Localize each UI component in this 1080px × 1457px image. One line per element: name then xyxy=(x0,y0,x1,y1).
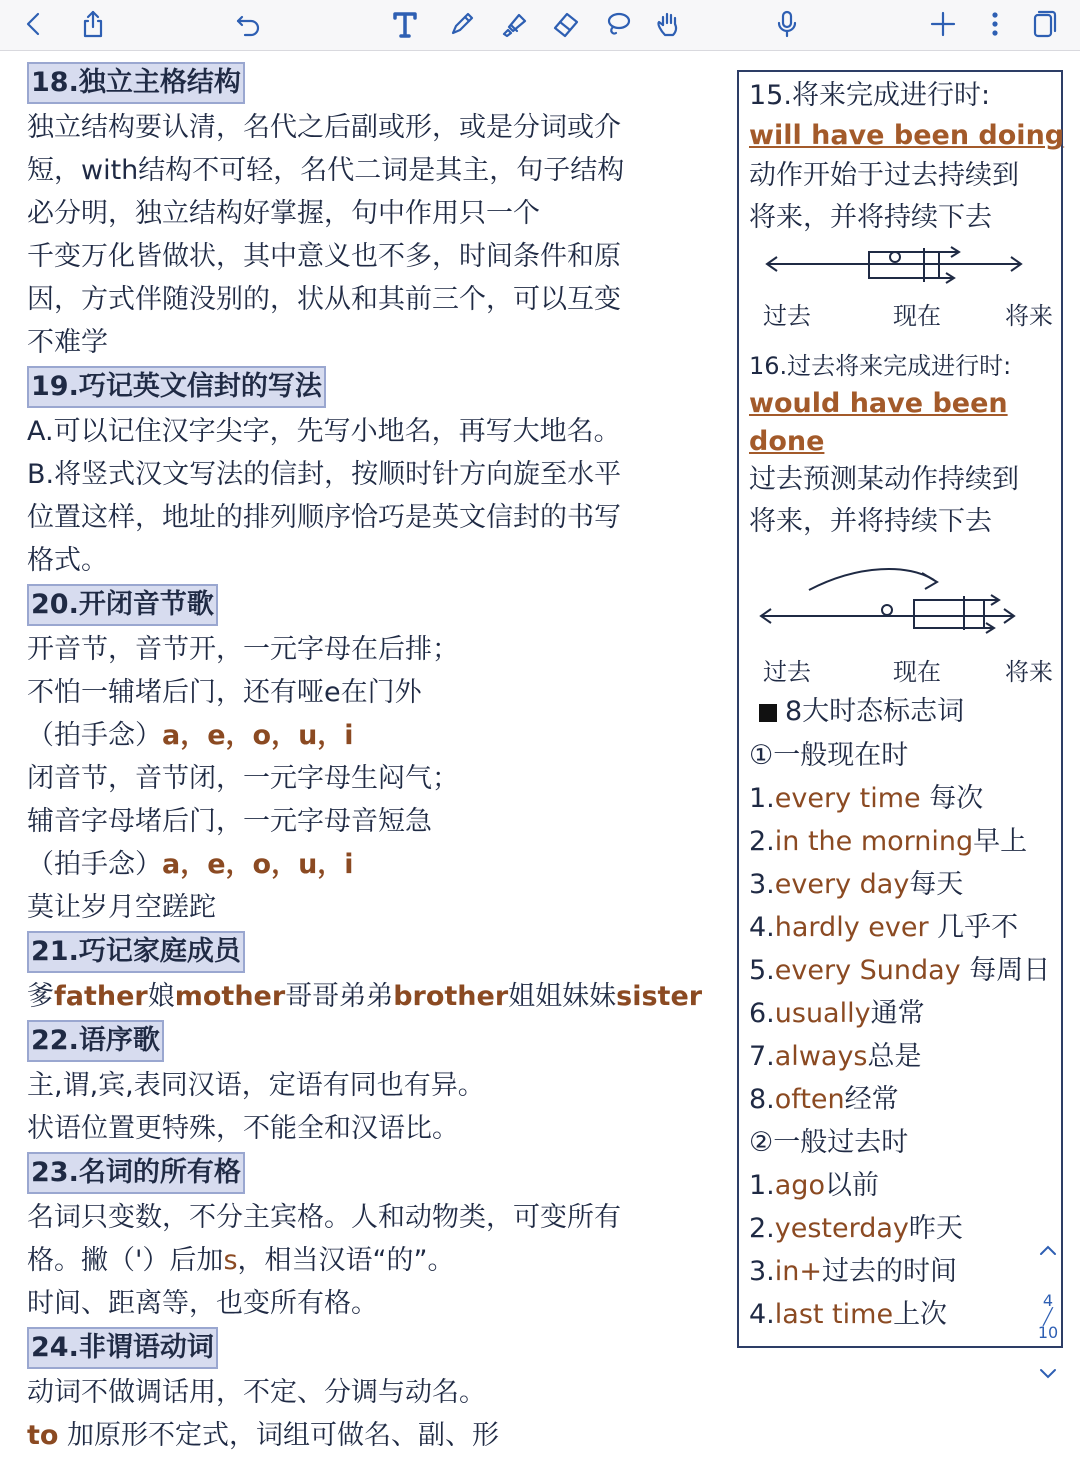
item-number: 1. xyxy=(749,783,775,814)
text-segment: ，相当汉语“的”。 xyxy=(237,1245,455,1276)
timeline-label-future: 将来 xyxy=(1005,658,1053,686)
item-chinese: 几乎不 xyxy=(928,912,1019,943)
text-segment: （拍手念） xyxy=(27,849,162,880)
item-chinese: 每天 xyxy=(909,869,964,900)
item-number: 4. xyxy=(749,912,775,943)
text-line: 独立结构要认清，名代之后副或形，或是分词或介 xyxy=(27,112,621,143)
item-chinese: 上次 xyxy=(893,1299,948,1330)
tense-16-formula: done xyxy=(749,426,825,457)
tense-15-desc: 动作开始于过去持续到 xyxy=(749,160,1019,191)
signal-word-item xyxy=(749,822,1027,862)
current-page-number: 4 xyxy=(1042,1291,1054,1310)
page-down-icon[interactable] xyxy=(1030,1364,1066,1394)
english-word: father xyxy=(54,981,148,1012)
text-line: 主,谓,宾,表同汉语，定语有同也有异。 xyxy=(27,1070,485,1101)
text-line: 千变万化皆做状，其中意义也不多，时间条件和原 xyxy=(27,241,621,272)
signal-word-item xyxy=(749,994,925,1034)
text-segment: 格。撇（'）后加 xyxy=(27,1245,224,1276)
item-number: 6. xyxy=(749,998,775,1029)
item-number: 1. xyxy=(749,1170,775,1201)
timeline-label-future: 将来 xyxy=(1005,302,1053,330)
text-line: B.将竖式汉文写法的信封，按顺时针方向旋至水平 xyxy=(27,459,622,490)
toolbar xyxy=(0,0,1080,51)
signal-word-item xyxy=(749,1166,879,1206)
item-chinese: 每次 xyxy=(920,783,984,814)
signal-word-item xyxy=(749,908,1018,948)
item-english: in+ xyxy=(774,1256,823,1287)
item-number: 2. xyxy=(749,1213,775,1244)
item-english: last time xyxy=(774,1299,894,1330)
item-english: always xyxy=(774,1041,868,1072)
item-number: 2. xyxy=(749,826,775,857)
item-english: in the morning xyxy=(774,826,974,857)
section-20-title: 20.开闭音节歌 xyxy=(27,584,218,626)
text-line: 闭音节，音节闭，一元字母生闷气； xyxy=(27,763,459,794)
mic-icon[interactable] xyxy=(767,4,807,44)
item-chinese: 每周日 xyxy=(960,955,1051,986)
text-line: 辅音字母堵后门，一元字母音短急 xyxy=(27,806,432,837)
timeline-diagram-15 xyxy=(759,242,1029,296)
text-line: 格式。 xyxy=(27,545,108,576)
text-icon[interactable] xyxy=(385,4,425,44)
hand-icon[interactable] xyxy=(648,4,688,44)
vowels-highlight: a，e，o，u，i xyxy=(162,849,354,880)
english-word: sister xyxy=(616,981,703,1012)
text-line: 名词只变数，不分主宾格。人和动物类，可变所有 xyxy=(27,1202,621,1233)
signal-words-heading xyxy=(759,692,964,732)
timeline-label-now: 现在 xyxy=(893,302,941,330)
left-column xyxy=(27,60,717,1457)
item-english: usually xyxy=(774,998,871,1029)
item-english: every day xyxy=(774,869,910,900)
item-number: 4. xyxy=(749,1299,775,1330)
text-line: 因，方式伴随没别的，状从和其前三个，可以互变 xyxy=(27,284,621,315)
pages-icon[interactable] xyxy=(1024,4,1064,44)
section-22-title: 22.语序歌 xyxy=(27,1020,164,1062)
signal-words-title: 8大时态标志词 xyxy=(785,696,965,727)
timeline-label-past: 过去 xyxy=(763,658,811,686)
more-icon[interactable] xyxy=(975,4,1015,44)
item-english: hardly ever xyxy=(774,912,929,943)
item-chinese: 通常 xyxy=(870,998,925,1029)
text-line: 不难学 xyxy=(27,327,108,358)
english-word: mother xyxy=(174,981,286,1012)
item-chinese: 昨天 xyxy=(908,1213,963,1244)
section-18-title: 18.独立主格结构 xyxy=(27,62,245,104)
item-chinese: 以前 xyxy=(824,1170,879,1201)
highlighter-icon[interactable] xyxy=(494,4,534,44)
total-pages-number: 10 xyxy=(1037,1323,1059,1342)
text-line: 短，with结构不可轻，名代二词是其主，句子结构 xyxy=(27,155,625,186)
page-divider: ╱ xyxy=(1043,1307,1053,1326)
item-number: 8. xyxy=(749,1084,775,1115)
page-indicator xyxy=(1030,1240,1066,1390)
item-number: 3. xyxy=(749,869,775,900)
signal-word-item xyxy=(749,1252,957,1292)
vowels-highlight: a，e，o，u，i xyxy=(162,720,354,751)
bullet-square-icon xyxy=(759,704,777,722)
section-24-title: 24.非谓语动词 xyxy=(27,1327,218,1369)
item-number: 3. xyxy=(749,1256,775,1287)
eraser-icon[interactable] xyxy=(546,4,586,44)
timeline-label-now: 现在 xyxy=(893,658,941,686)
tense-15-formula: will have been doing xyxy=(749,120,1065,151)
text-line: 位置这样，地址的排列顺序恰巧是英文信封的书写 xyxy=(27,502,621,533)
text-line: 莫让岁月空蹉跎 xyxy=(27,892,216,923)
tense-15-desc: 将来，并将持续下去 xyxy=(749,202,992,233)
page-up-icon[interactable] xyxy=(1030,1240,1066,1270)
text-segment: 爹 xyxy=(27,981,54,1012)
item-chinese: 经常 xyxy=(844,1084,899,1115)
item-english: often xyxy=(774,1084,845,1115)
text-line xyxy=(27,975,717,1018)
item-number: 5. xyxy=(749,955,775,986)
section-19-title: 19.巧记英文信封的写法 xyxy=(27,366,326,408)
section-21-title: 21.巧记家庭成员 xyxy=(27,931,245,973)
text-line: 状语位置更特殊，不能全和汉语比。 xyxy=(27,1113,459,1144)
text-line xyxy=(27,714,717,757)
tense-16-formula: would have been xyxy=(749,388,1008,419)
tense-notes-box xyxy=(737,70,1063,1348)
text-segment: 姐姐妹妹 xyxy=(508,981,617,1012)
lasso-icon[interactable] xyxy=(598,4,638,44)
signal-word-item xyxy=(749,779,983,819)
signal-word-item xyxy=(749,865,963,905)
item-english: yesterday xyxy=(774,1213,909,1244)
tense-15-title: 15.将来完成进行时: xyxy=(749,80,991,111)
pen-icon[interactable] xyxy=(442,4,482,44)
text-line: A.可以记住汉字尖字，先写小地名，再写大地名。 xyxy=(27,416,621,447)
signal-word-item xyxy=(749,1209,963,1249)
english-word: to xyxy=(27,1420,59,1451)
tense-16-desc: 将来，并将持续下去 xyxy=(749,506,992,537)
timeline-label-past: 过去 xyxy=(763,302,811,330)
signal-word-item xyxy=(749,1295,947,1335)
text-segment: 哥哥弟弟 xyxy=(285,981,394,1012)
undo-icon[interactable] xyxy=(228,4,268,44)
item-english: every time xyxy=(774,783,921,814)
timeline-diagram-16 xyxy=(759,560,1029,644)
text-line: 必分明，独立结构好掌握，句中作用只一个 xyxy=(27,198,540,229)
text-segment: （拍手念） xyxy=(27,720,162,751)
text-line xyxy=(27,1414,717,1457)
text-line xyxy=(27,1239,717,1282)
text-line: 开音节，音节开，一元字母在后排； xyxy=(27,634,459,665)
letter-highlight: s xyxy=(223,1245,238,1276)
text-line: 动词不做调话用，不定、分调与动名。 xyxy=(27,1377,486,1408)
english-word: brother xyxy=(393,981,509,1012)
text-line: 不怕一辅堵后门，还有哑e在门外 xyxy=(27,677,422,708)
note-page xyxy=(0,52,1080,1451)
tense-16-desc: 过去预测某动作持续到 xyxy=(749,464,1019,495)
tense-heading: ①一般现在时 xyxy=(749,740,909,771)
item-english: every Sunday xyxy=(774,955,961,986)
add-icon[interactable] xyxy=(923,4,963,44)
share-icon[interactable] xyxy=(73,4,113,44)
back-icon[interactable] xyxy=(14,4,54,44)
item-number: 7. xyxy=(749,1041,775,1072)
text-line: 时间、距离等，也变所有格。 xyxy=(27,1288,378,1319)
section-23-title: 23.名词的所有格 xyxy=(27,1152,245,1194)
signal-word-item xyxy=(749,951,1050,991)
tense-16-title: 16.过去将来完成进行时: xyxy=(749,352,1012,380)
signal-word-item xyxy=(749,1080,899,1120)
item-chinese: 过去的时间 xyxy=(822,1256,958,1287)
item-english: ago xyxy=(774,1170,825,1201)
text-line xyxy=(27,843,717,886)
item-chinese: 总是 xyxy=(867,1041,922,1072)
text-segment: 娘 xyxy=(147,981,175,1012)
item-chinese: 早上 xyxy=(973,826,1028,857)
text-segment: 加原形不定式，词组可做名、副、形 xyxy=(58,1420,500,1451)
signal-word-item xyxy=(749,1037,922,1077)
tense-heading: ②一般过去时 xyxy=(749,1127,909,1158)
